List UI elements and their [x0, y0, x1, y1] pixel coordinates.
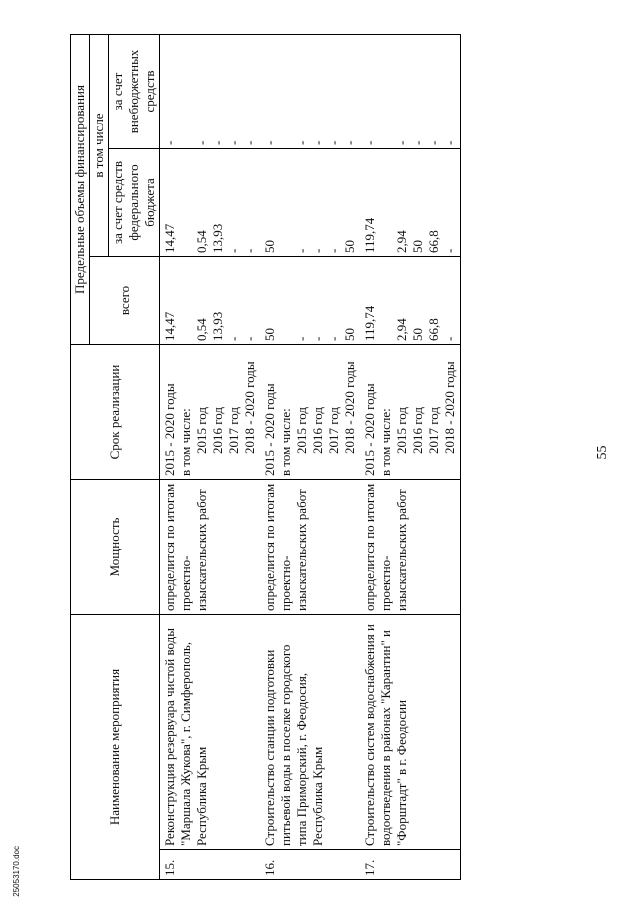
federal-cell-line	[178, 152, 194, 253]
extra-cell-line: -	[294, 140, 309, 145]
extra-cell-line: -	[210, 140, 225, 145]
period-cell-line: в том числе:	[278, 408, 293, 476]
total-cell-line: 13,93	[210, 311, 225, 341]
total-cell-line: -	[326, 336, 341, 341]
measure-capacity: определится по итогам проектно-изыскательских работ	[260, 480, 360, 615]
extra-cell-line: -	[262, 140, 277, 145]
federal-cell-line: 119,74	[362, 217, 377, 253]
measure-capacity: определится по итогам проектно-изыскательских работ	[360, 480, 461, 615]
table-row	[160, 34, 261, 879]
federal-cell-line	[278, 152, 294, 253]
federal-cell-line: -	[294, 248, 309, 253]
period-cell-line: 2015 год	[194, 407, 209, 454]
measure-name: Строительство станции подготовки питьевой воды в поселке городского типа Приморский, г. Феодосия, Республика Крым	[260, 615, 360, 850]
period-cell-line: в том числе:	[178, 408, 193, 476]
extra-cell-line	[378, 38, 394, 145]
extra-cell-line: -	[162, 140, 177, 145]
header-capacity: Мощность	[71, 480, 160, 615]
header-including: в том числе	[90, 34, 109, 256]
period-cell-line: 2017 год	[226, 407, 241, 454]
period-cell	[260, 345, 360, 480]
total-cell-line: 0,54	[194, 318, 209, 341]
federal-cell-line: -	[442, 248, 457, 253]
header-funding: Предельные объемы финансирования	[71, 34, 90, 344]
period-cell-line: 2015 год	[294, 407, 309, 454]
row-number: 16.	[260, 850, 360, 880]
total-cell-line: -	[226, 336, 241, 341]
period-cell-line: 2015 - 2020 годы	[162, 383, 177, 476]
total-cell-line: -	[294, 336, 309, 341]
measure-capacity: определится по итогам проектно-изыскательских работ	[160, 480, 261, 615]
federal-cell-line	[378, 152, 394, 253]
period-cell-line: 2018 - 2020 годы	[342, 361, 357, 454]
extra-cell-line: -	[442, 140, 457, 145]
federal-cell-line: -	[226, 248, 241, 253]
table-row	[260, 34, 360, 879]
period-cell-line: 2017 год	[426, 407, 441, 454]
file-id: 25053170.doc	[12, 846, 21, 897]
period-cell-line: 2018 - 2020 годы	[242, 361, 257, 454]
total-cell-line: 2,94	[394, 318, 409, 341]
extra-cell-line: -	[310, 140, 325, 145]
federal-cell-line: 50	[262, 240, 277, 253]
header-federal: за счет средств федерального бюджета	[109, 149, 160, 257]
extra-cell-line: -	[426, 140, 441, 145]
extra-cell-line: -	[242, 140, 257, 145]
period-cell-line: 2015 - 2020 годы	[362, 383, 377, 476]
row-number: 17.	[360, 850, 461, 880]
total-cell-line	[178, 260, 194, 341]
header-extra: за счет внебюджетных средств	[109, 34, 160, 148]
table-body	[160, 34, 461, 879]
row-number: 15.	[160, 850, 261, 880]
header-period: Срок реализации	[71, 345, 160, 480]
federal-cell-line: -	[326, 248, 341, 253]
total-cell-line: -	[242, 336, 257, 341]
federal-cell-line: -	[242, 248, 257, 253]
total-cell	[360, 257, 461, 345]
period-cell-line: 2018 - 2020 годы	[442, 361, 457, 454]
total-cell	[260, 257, 360, 345]
federal-cell-line: 14,47	[162, 223, 177, 253]
total-cell-line	[278, 260, 294, 341]
total-cell-line: 14,47	[162, 311, 177, 341]
funding-table	[70, 34, 461, 880]
total-cell-line: 50	[342, 328, 357, 341]
federal-cell-line: 13,93	[210, 223, 225, 253]
extra-cell	[360, 34, 461, 148]
total-cell	[160, 257, 261, 345]
period-cell-line: 2016 год	[210, 407, 225, 454]
header-total: всего	[90, 257, 160, 345]
page-number: 55	[595, 445, 610, 460]
extra-cell	[160, 34, 261, 148]
period-cell-line: 2017 год	[326, 407, 341, 454]
federal-cell-line: 2,94	[394, 230, 409, 253]
total-cell-line: 66,8	[426, 318, 441, 341]
total-cell-line: -	[310, 336, 325, 341]
federal-cell-line: -	[310, 248, 325, 253]
extra-cell-line: -	[394, 140, 409, 145]
extra-cell-line	[178, 38, 194, 145]
period-cell-line: 2015 - 2020 годы	[262, 383, 277, 476]
extra-cell-line: -	[362, 140, 377, 145]
total-cell-line	[378, 260, 394, 341]
period-cell	[360, 345, 461, 480]
measure-name: Реконструкция резервуара чистой воды "Маршала Жукова", г. Симферополь, Республика Крым	[160, 615, 261, 850]
extra-cell-line: -	[194, 140, 209, 145]
total-cell-line: 119,74	[362, 305, 377, 341]
federal-cell-line: 0,54	[194, 230, 209, 253]
federal-cell	[260, 149, 360, 257]
federal-cell	[360, 149, 461, 257]
period-cell	[160, 345, 261, 480]
federal-cell-line: 50	[410, 240, 425, 253]
extra-cell-line	[278, 38, 294, 145]
period-cell-line: в том числе:	[378, 408, 393, 476]
extra-cell-line: -	[326, 140, 341, 145]
period-cell-line: 2016 год	[410, 407, 425, 454]
extra-cell-line: -	[342, 140, 357, 145]
federal-cell	[160, 149, 261, 257]
total-cell-line: -	[442, 336, 457, 341]
federal-cell-line: 66,8	[426, 230, 441, 253]
table-row	[360, 34, 461, 879]
measure-name: Строительство систем водоснабжения и водоотведения в районах "Карантин" и "Форштадт" в г. Феодосии	[360, 615, 461, 850]
extra-cell	[260, 34, 360, 148]
extra-cell-line: -	[226, 140, 241, 145]
period-cell-line: 2016 год	[310, 407, 325, 454]
total-cell-line: 50	[262, 328, 277, 341]
extra-cell-line: -	[410, 140, 425, 145]
header-name: Наименование мероприятия	[71, 615, 160, 880]
total-cell-line: 50	[410, 328, 425, 341]
period-cell-line: 2015 год	[394, 407, 409, 454]
federal-cell-line: 50	[342, 240, 357, 253]
